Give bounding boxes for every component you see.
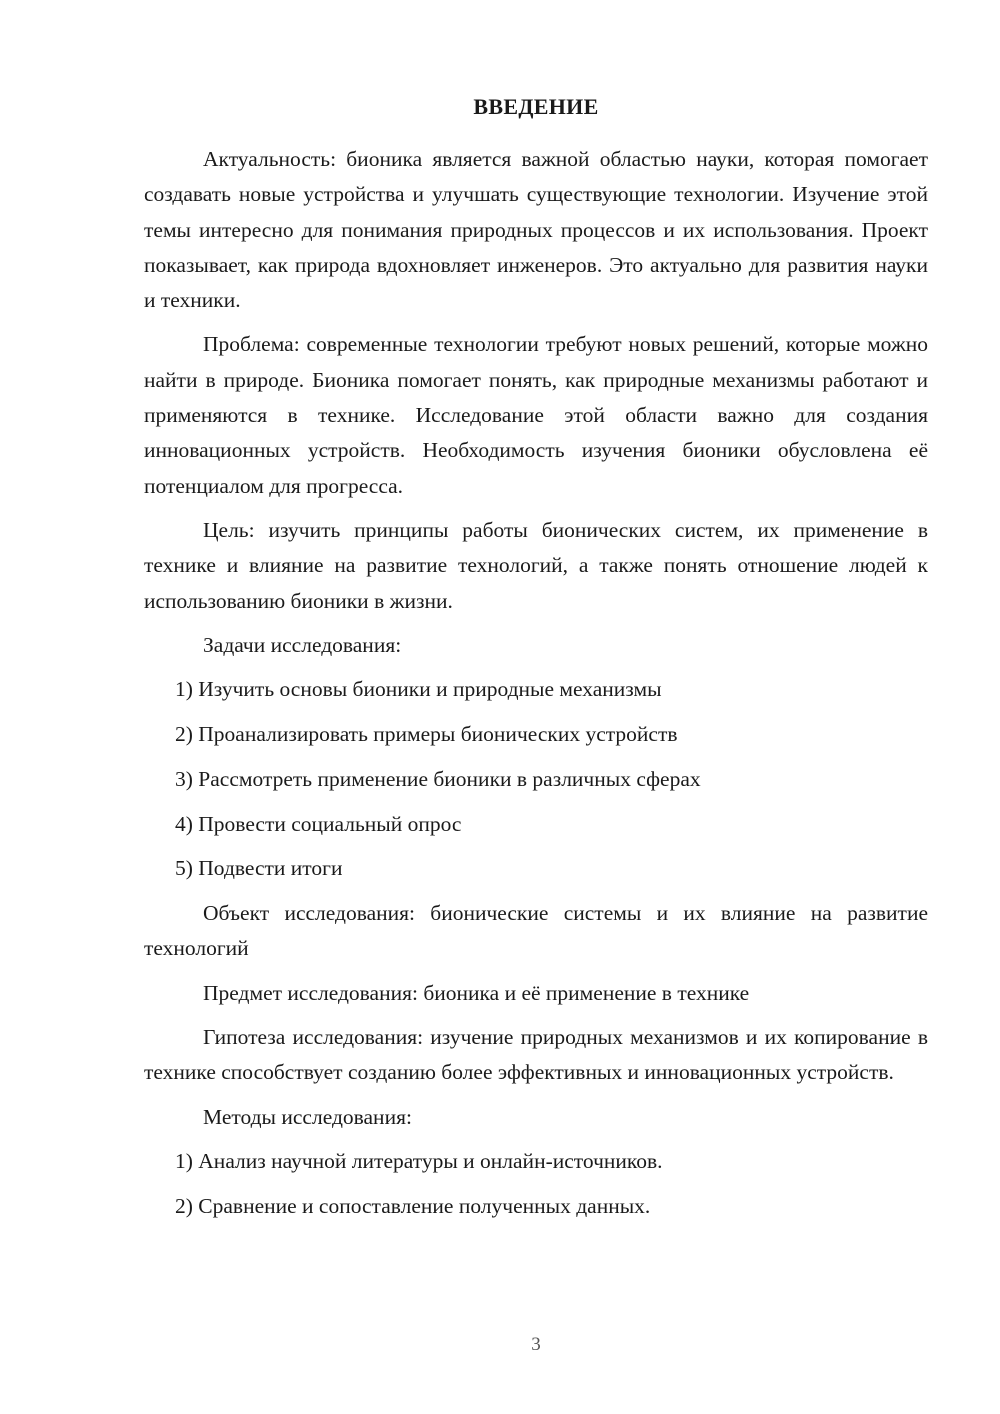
list-item: 1) Анализ научной литературы и онлайн-источников. [175,1148,663,1173]
section-heading: ВВЕДЕНИЕ [473,94,599,119]
goal-paragraph: Цель: изучить принципы работы бионических систем, их применение в технике и влияние на развитие технологий, а также понять отношение людей к использованию бионики в жизни. [144,517,928,613]
list-item: 4) Провести социальный опрос [175,811,462,836]
list-item: 3) Рассмотреть применение бионики в различных сферах [175,766,701,791]
hypothesis-paragraph: Гипотеза исследования: изучение природных механизмов и их копирование в технике способствует созданию более эффективных и инновационных устройств. [144,1025,928,1085]
subject-paragraph: Предмет исследования: бионика и её применение в технике [203,980,750,1005]
list-item: 2) Сравнение и сопоставление полученных данных. [175,1193,651,1218]
list-item: 1) Изучить основы бионики и природные механизмы [175,677,662,702]
methods-label: Методы исследования: [203,1104,412,1129]
list-item: 5) Подвести итоги [175,856,343,881]
relevance-paragraph: Актуальность: бионика является важной областью науки, которая помогает создавать новые устройства и улучшать существующие технологии. Изучение этой темы интересно для понимания природных процессов и их использования. Проект показывает, как природа вдохновляет инженеров. Это актуально для развития науки и техники. [144,147,928,313]
object-paragraph: Объект исследования: бионические системы и их влияние на развитие технологий [144,901,928,961]
document-body [144,142,928,1234]
methods-list [144,1144,928,1224]
tasks-label: Задачи исследования: [203,632,402,657]
page-number: 3 [531,1334,541,1355]
document-page [144,0,928,1414]
tasks-list [144,672,928,886]
problem-paragraph: Проблема: современные технологии требуют новых решений, которые можно найти в природе. Бионика помогает понять, как природные механизмы работают и применяются в технике. Исследование этой области важно для создания инновационных устройств. Необходимость изучения бионики обусловлена её потенциалом для прогресса. [144,332,928,498]
list-item: 2) Проанализировать примеры бионических устройств [175,721,678,746]
